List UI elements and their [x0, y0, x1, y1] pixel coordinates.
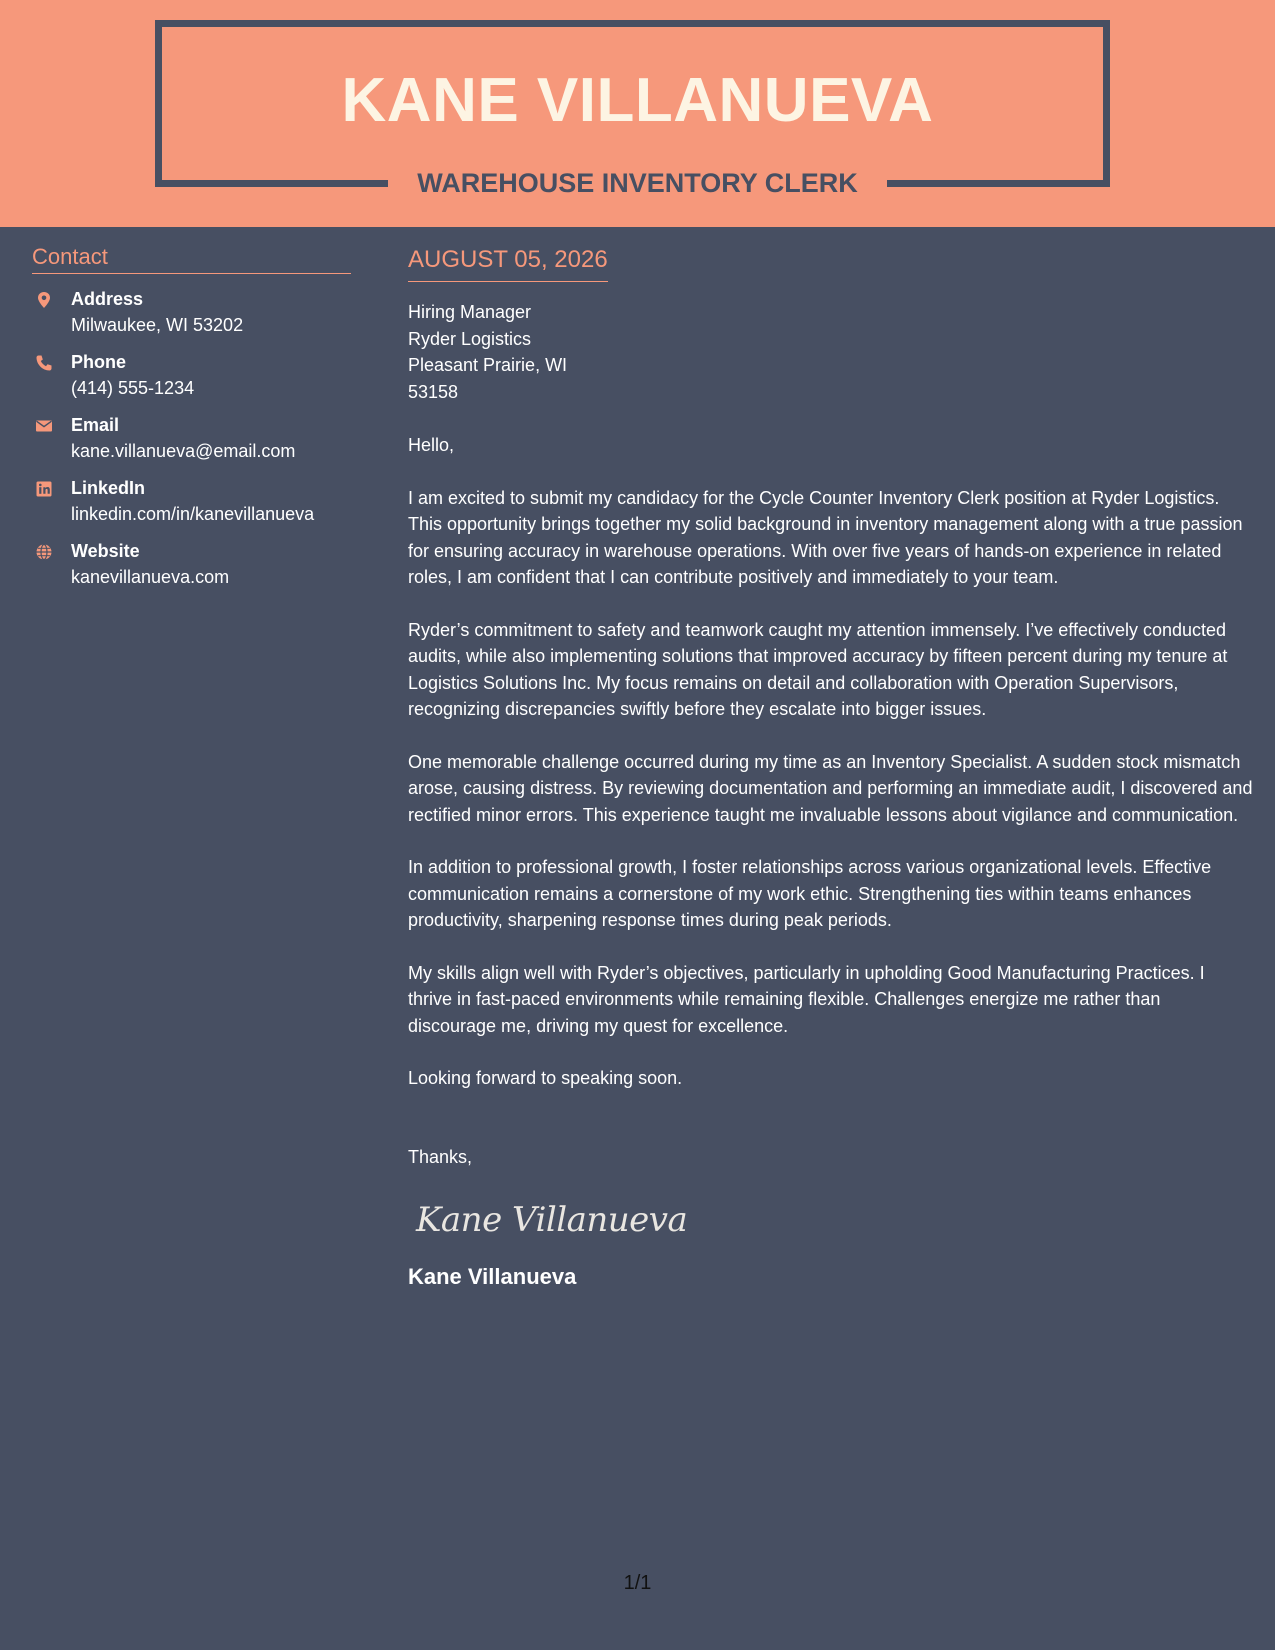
contact-heading: Contact	[32, 243, 351, 274]
linkedin-label: LinkedIn	[71, 478, 146, 498]
contact-item-linkedin	[32, 475, 351, 538]
recipient-block	[408, 299, 1253, 405]
letter-paragraph: In addition to professional growth, I foster relationships across various organizational levels. Effective communication remains a cornerstone of my work ethic. Strengthening ties within teams enhances productivity, sharpening response times during peak periods.	[408, 857, 1212, 930]
letter-paragraph: I am excited to submit my candidacy for the Cycle Counter Inventory Clerk position at Ryder Logistics. This opportunity brings together my solid background in inventory management along with a true passion for ensuring accuracy in warehouse operations. With over five years of hands-on experience in related roles, I am confident that I can contribute positively and immediately to your team.	[408, 487, 1243, 587]
candidate-name: KANE VILLANUEVA	[341, 66, 934, 135]
recipient-line: Pleasant Prairie, WI	[408, 355, 568, 375]
phone-label: Phone	[71, 352, 127, 372]
envelope-icon	[35, 417, 53, 435]
job-title: WAREHOUSE INVENTORY CLERK	[417, 168, 858, 198]
phone-value: (414) 555-1234	[71, 378, 195, 398]
signed-name: Kane Villanueva	[408, 1264, 577, 1289]
recipient-line: Hiring Manager	[408, 302, 532, 322]
email-label: Email	[71, 415, 120, 435]
contact-item-phone	[32, 349, 351, 412]
letter-paragraph: Looking forward to speaking soon.	[408, 1068, 683, 1088]
linkedin-value: linkedin.com/in/kanevillanueva	[71, 504, 315, 524]
page-number: 1/1	[623, 1572, 652, 1594]
letter-paragraph: One memorable challenge occurred during my time as an Inventory Specialist. A sudden stock mismatch arose, causing distress. By reviewing documentation and performing an immediate audit, I discovered and rectified minor errors. This experience taught me invaluable lessons about vigilance and communication.	[408, 751, 1253, 825]
contact-item-email	[32, 412, 351, 475]
linkedin-icon	[35, 480, 53, 498]
letter-paragraph: My skills align well with Ryder’s objectives, particularly in upholding Good Manufacturing Practices. I thrive in fast-paced environments while remaining flexible. Challenges energize me rather than discourage me, driving my quest for excellence.	[408, 962, 1205, 1036]
contact-item-website	[32, 538, 351, 601]
recipient-line: Ryder Logistics	[408, 328, 532, 349]
website-value: kanevillanueva.com	[71, 567, 230, 587]
header-banner	[0, 0, 1275, 227]
location-pin-icon	[35, 291, 53, 309]
address-label: Address	[71, 289, 144, 309]
contact-list	[32, 286, 351, 601]
phone-icon	[35, 354, 53, 372]
handwritten-signature: Kane Villanueva	[416, 1200, 688, 1240]
recipient-line: 53158	[408, 381, 459, 402]
globe-icon	[35, 543, 53, 561]
letter-paragraph: Ryder’s commitment to safety and teamwork caught my attention immensely. I’ve effectively conducted audits, while also implementing solutions that improved accuracy by fifteen percent during my tenure at Logistics Solutions Inc. My focus remains on detail and collaboration with Operation Supervisors, recognizing discrepancies swiftly before they escalate into bigger issues.	[408, 619, 1228, 719]
email-value: kane.villanueva@email.com	[71, 441, 296, 461]
closing: Thanks,	[408, 1146, 473, 1167]
letter-body	[408, 243, 1253, 1292]
letter-date: AUGUST 05, 2026	[408, 243, 608, 282]
contact-sidebar	[32, 243, 351, 601]
website-label: Website	[71, 541, 140, 561]
greeting: Hello,	[408, 435, 455, 455]
contact-item-address	[32, 286, 351, 349]
address-value: Milwaukee, WI 53202	[71, 315, 244, 335]
